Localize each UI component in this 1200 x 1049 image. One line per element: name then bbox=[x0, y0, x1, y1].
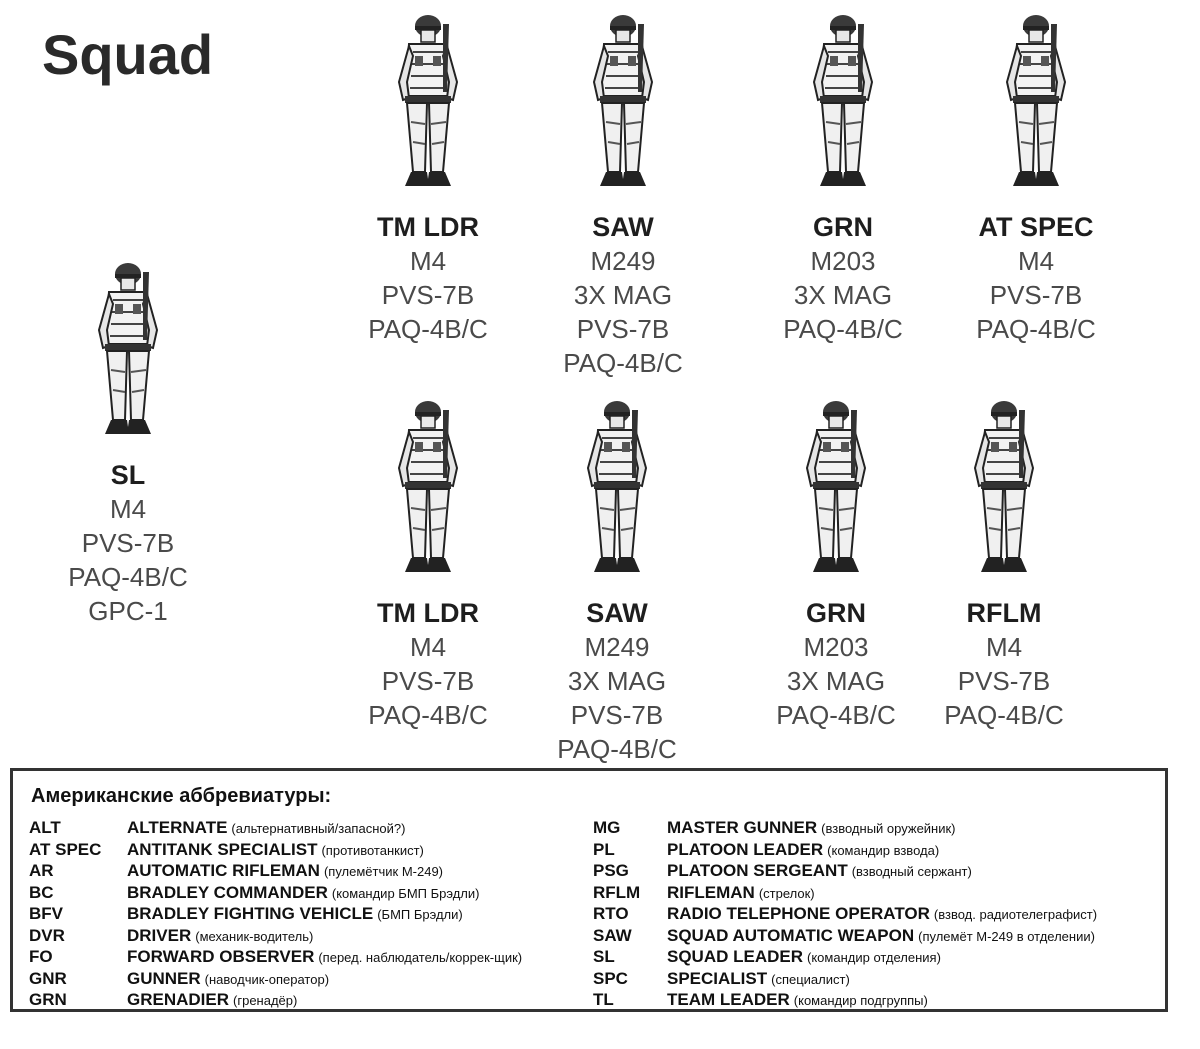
abbreviations-legend bbox=[10, 768, 1168, 1012]
legend-row bbox=[29, 903, 522, 925]
soldier-card-sl bbox=[38, 260, 218, 628]
legend-abbr: RFLM bbox=[593, 882, 641, 902]
legend-row bbox=[593, 968, 1097, 990]
legend-note: (стрелок) bbox=[758, 885, 815, 901]
legend-note: (взводный оружейник) bbox=[821, 821, 956, 836]
equipment-item: PVS-7B bbox=[576, 314, 670, 344]
soldier-figure bbox=[383, 12, 473, 202]
equipment-item: PVS-7B bbox=[381, 666, 475, 696]
legend-full-name: PLATOON LEADER bbox=[667, 839, 824, 859]
legend-full-name: SPECIALIST bbox=[667, 968, 768, 988]
equipment-item: M4 bbox=[985, 632, 1023, 662]
legend-note: (противотанкист) bbox=[321, 842, 424, 858]
role-label: TM LDR bbox=[377, 212, 479, 242]
legend-row bbox=[29, 839, 522, 861]
equipment-item: 3X MAG bbox=[793, 280, 893, 310]
legend-abbr: BC bbox=[29, 882, 54, 902]
equipment-item: PAQ-4B/C bbox=[557, 734, 677, 764]
legend-note: (пулемётчик М-249) bbox=[323, 864, 443, 879]
legend-abbr: GNR bbox=[29, 968, 67, 988]
equipment-item: M203 bbox=[803, 632, 869, 662]
legend-note: (механик-водитель) bbox=[195, 928, 314, 944]
equipment-item: PAQ-4B/C bbox=[68, 562, 188, 592]
legend-full-name: GRENADIER bbox=[127, 990, 230, 1009]
soldier-card-at-spec bbox=[946, 12, 1126, 346]
soldier-card-saw-2 bbox=[527, 398, 707, 766]
equipment-item: M203 bbox=[810, 246, 876, 276]
legend-full-name: RADIO TELEPHONE OPERATOR bbox=[667, 904, 930, 923]
legend-row bbox=[593, 903, 1097, 925]
legend-note: (взвод. радиотелеграфист) bbox=[933, 907, 1098, 922]
role-label: GRN bbox=[806, 598, 866, 628]
legend-row bbox=[29, 817, 522, 839]
soldier-figure bbox=[991, 12, 1081, 202]
legend-row bbox=[29, 968, 522, 990]
legend-note: (командир взвода) bbox=[827, 842, 940, 858]
legend-row bbox=[29, 925, 522, 947]
soldier-figure bbox=[572, 398, 662, 588]
legend-abbr: ALT bbox=[29, 818, 61, 837]
equipment-item: M4 bbox=[109, 494, 147, 524]
soldier-card-grn-2 bbox=[746, 398, 926, 732]
legend-row bbox=[593, 925, 1097, 947]
soldier-figure bbox=[383, 398, 473, 588]
equipment-item: PVS-7B bbox=[957, 666, 1051, 696]
legend-abbr: AR bbox=[29, 861, 54, 880]
equipment-item: M4 bbox=[1017, 246, 1055, 276]
legend-abbr: GRN bbox=[29, 990, 67, 1009]
soldier-figure bbox=[791, 398, 881, 588]
equipment-item: M249 bbox=[584, 632, 650, 662]
soldier-card-tm-ldr-1 bbox=[338, 12, 518, 346]
equipment-item: PVS-7B bbox=[381, 280, 475, 310]
soldier-figure bbox=[798, 12, 888, 202]
legend-abbr: PSG bbox=[593, 861, 629, 880]
legend-row bbox=[593, 839, 1097, 861]
legend-full-name: PLATOON SERGEANT bbox=[667, 861, 848, 880]
legend-column-left bbox=[29, 817, 522, 1011]
soldier-figure bbox=[83, 260, 173, 450]
legend-full-name: BRADLEY COMMANDER bbox=[127, 882, 328, 902]
legend-note: (командир отделения) bbox=[807, 950, 941, 965]
legend-note: (взводный сержант) bbox=[851, 864, 972, 879]
legend-abbr: SAW bbox=[593, 925, 632, 945]
role-label: RFLM bbox=[966, 598, 1042, 628]
legend-abbr: DVR bbox=[29, 925, 65, 945]
role-label: GRN bbox=[813, 212, 873, 242]
equipment-item: PAQ-4B/C bbox=[776, 700, 896, 730]
legend-abbr: MG bbox=[593, 818, 621, 837]
equipment-item: M4 bbox=[409, 246, 447, 276]
role-label: AT SPEC bbox=[978, 212, 1094, 242]
equipment-item: PVS-7B bbox=[570, 700, 664, 730]
soldier-card-grn-1 bbox=[753, 12, 933, 346]
equipment-item: M4 bbox=[409, 632, 447, 662]
legend-full-name: TEAM LEADER bbox=[667, 990, 790, 1009]
legend-full-name: ANTITANK SPECIALIST bbox=[127, 839, 318, 859]
legend-full-name: SQUAD AUTOMATIC WEAPON bbox=[667, 925, 915, 945]
soldier-card-rflm bbox=[914, 398, 1094, 732]
legend-note: (гренадёр) bbox=[233, 993, 298, 1008]
legend-row bbox=[593, 989, 1097, 1011]
legend-full-name: SQUAD LEADER bbox=[667, 947, 804, 966]
role-label: SAW bbox=[586, 598, 648, 628]
legend-abbr: BFV bbox=[29, 904, 63, 923]
soldier-figure bbox=[959, 398, 1049, 588]
legend-note: (наводчик-оператор) bbox=[204, 971, 330, 987]
equipment-item: PAQ-4B/C bbox=[944, 700, 1064, 730]
equipment-item: PAQ-4B/C bbox=[563, 348, 683, 378]
legend-note: (специалист) bbox=[771, 971, 850, 987]
role-label: SAW bbox=[592, 212, 654, 242]
legend-note: (БМП Брэдли) bbox=[377, 907, 463, 922]
legend-full-name: ALTERNATE bbox=[127, 818, 228, 837]
legend-note: (командир БМП Брэдли) bbox=[331, 885, 480, 901]
equipment-item: PAQ-4B/C bbox=[976, 314, 1096, 344]
legend-abbr: FO bbox=[29, 947, 53, 966]
equipment-item: 3X MAG bbox=[786, 666, 886, 696]
legend-note: (пулемёт М-249 в отделении) bbox=[918, 928, 1095, 944]
legend-full-name: DRIVER bbox=[127, 925, 192, 945]
legend-abbr: RTO bbox=[593, 904, 629, 923]
equipment-item: PAQ-4B/C bbox=[783, 314, 903, 344]
equipment-item: PVS-7B bbox=[81, 528, 175, 558]
legend-abbr: PL bbox=[593, 839, 615, 859]
legend-note: (перед. наблюдатель/коррек-щик) bbox=[318, 950, 523, 965]
legend-row bbox=[29, 860, 522, 882]
legend-row bbox=[29, 882, 522, 904]
equipment-item: 3X MAG bbox=[573, 280, 673, 310]
legend-row bbox=[593, 860, 1097, 882]
equipment-item: 3X MAG bbox=[567, 666, 667, 696]
legend-row bbox=[29, 989, 522, 1011]
soldier-figure bbox=[578, 12, 668, 202]
equipment-item: PAQ-4B/C bbox=[368, 314, 488, 344]
legend-title: Американские аббревиатуры: bbox=[31, 785, 332, 807]
legend-row bbox=[29, 946, 522, 968]
legend-row bbox=[593, 817, 1097, 839]
legend-abbr: TL bbox=[593, 990, 614, 1009]
legend-full-name: MASTER GUNNER bbox=[667, 818, 818, 837]
role-label: TM LDR bbox=[377, 598, 479, 628]
page-title: Squad bbox=[42, 23, 214, 86]
legend-full-name: BRADLEY FIGHTING VEHICLE bbox=[127, 904, 374, 923]
legend-abbr: SPC bbox=[593, 968, 628, 988]
equipment-item: M249 bbox=[590, 246, 656, 276]
legend-full-name: FORWARD OBSERVER bbox=[127, 947, 315, 966]
legend-abbr: AT SPEC bbox=[29, 839, 102, 859]
soldier-card-tm-ldr-2 bbox=[338, 398, 518, 732]
legend-abbr: SL bbox=[593, 947, 615, 966]
role-label: SL bbox=[110, 460, 146, 490]
legend-note: (командир подгруппы) bbox=[793, 993, 928, 1008]
legend-note: (альтернативный/запасной?) bbox=[231, 821, 406, 836]
equipment-item: PVS-7B bbox=[989, 280, 1083, 310]
legend-full-name: AUTOMATIC RIFLEMAN bbox=[127, 861, 320, 880]
equipment-item: PAQ-4B/C bbox=[368, 700, 488, 730]
legend-row bbox=[593, 946, 1097, 968]
legend-full-name: RIFLEMAN bbox=[667, 882, 755, 902]
equipment-item: GPC-1 bbox=[88, 596, 168, 626]
soldier-card-saw-1 bbox=[533, 12, 713, 380]
legend-full-name: GUNNER bbox=[127, 968, 201, 988]
legend-row bbox=[593, 882, 1097, 904]
legend-column-right bbox=[593, 817, 1097, 1011]
